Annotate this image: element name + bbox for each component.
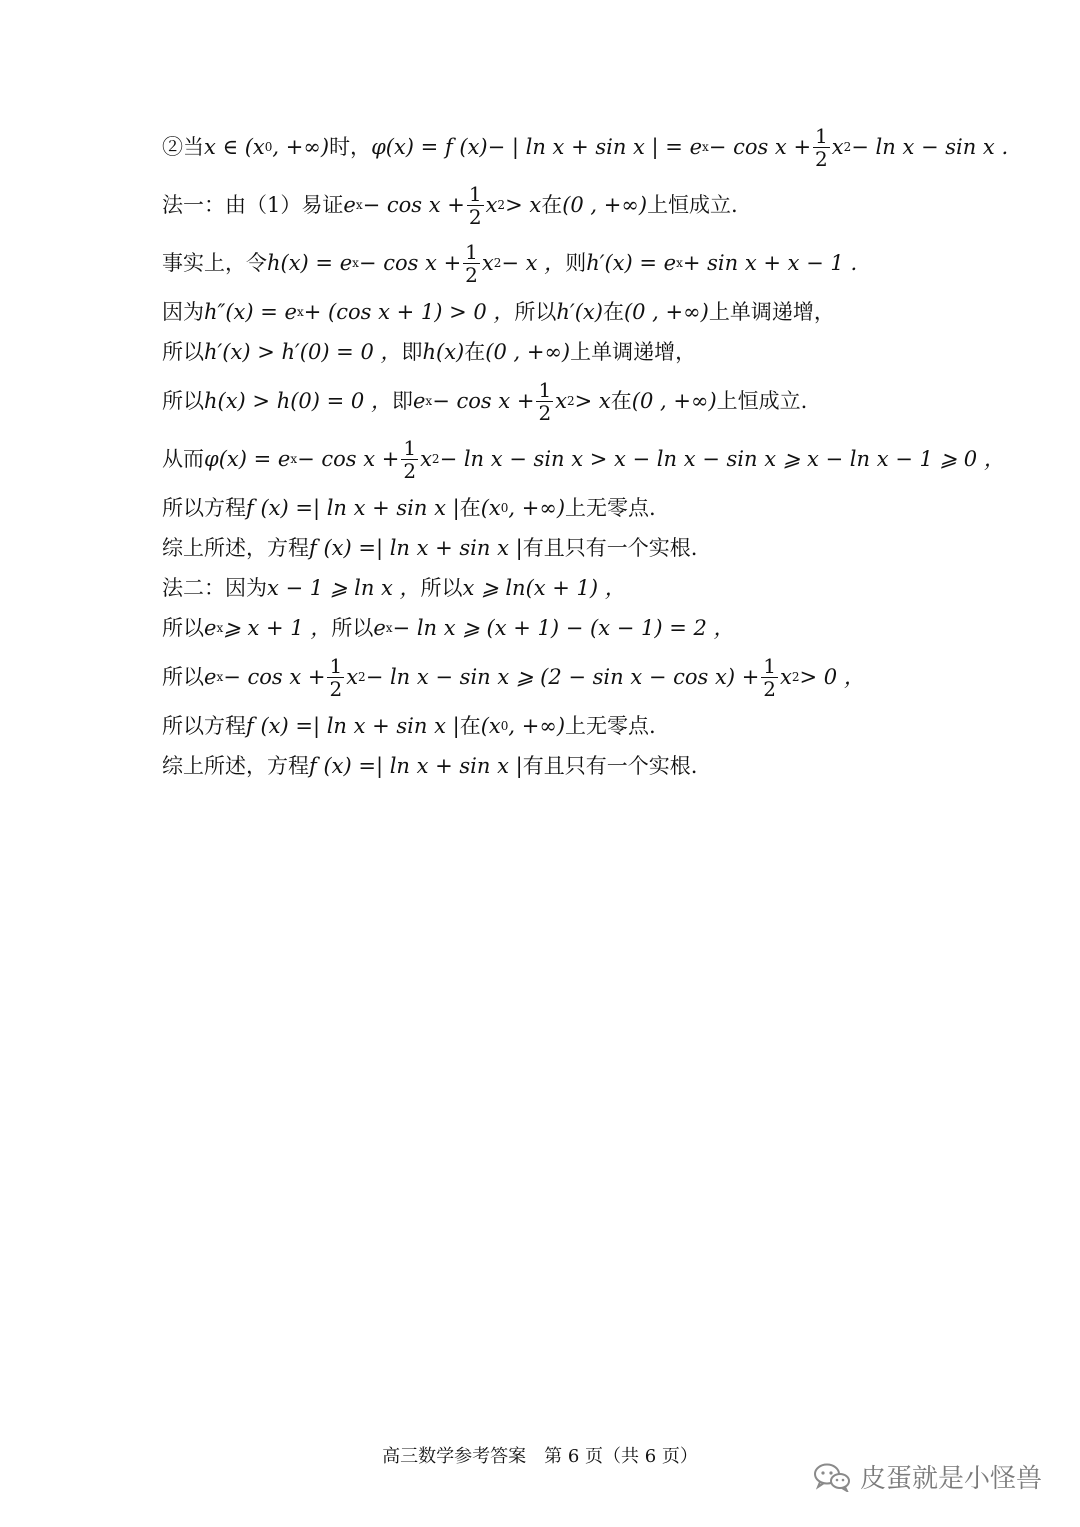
line-text: 所以方程 [162, 714, 246, 738]
fraction-numerator: 1 [763, 653, 777, 678]
line-text: 在 [541, 193, 563, 217]
math-text: (0 , +∞) [631, 389, 717, 413]
math-text: f (x) =| ln x + sin x | [246, 496, 460, 520]
fraction-denominator: 2 [468, 204, 482, 229]
line-text: 事实上，令 [162, 251, 267, 275]
line-text: 上无零点. [565, 496, 656, 520]
line-text: 上单调递增， [708, 300, 835, 324]
math-text: − cos x + [297, 447, 400, 471]
line-text: 法一：由（1）易证 [162, 193, 344, 217]
math-text: > x [574, 389, 611, 413]
wechat-icon [812, 1462, 852, 1492]
watermark-text: 皮蛋就是小怪兽 [860, 1464, 1043, 1494]
fraction-numerator: 1 [465, 239, 478, 264]
math-text: , +∞) [508, 496, 566, 520]
math-text: x − 1 ⩾ ln x ， [267, 576, 421, 600]
math-text: (0 , +∞) [562, 193, 648, 217]
line-text: 综上所述，方程 [162, 754, 309, 778]
math-text: ⩾ x + 1 ， [223, 616, 332, 640]
solution-line-h-positive: 所以 h(x) > h(0) = 0 ， 即 e x − cos x + $\frac{1}{2}$ x 2 > x 在 (0 , +∞) 上恒成立. [162, 377, 808, 425]
fraction-denominator: 2 [403, 458, 417, 483]
math-text: x [346, 665, 359, 689]
fraction-numerator: 1 [329, 653, 343, 678]
math-text: h′(x) > h′(0) = 0 ， [204, 340, 402, 364]
fraction [467, 183, 484, 228]
math-text: e [373, 616, 386, 640]
solution-line-case2: ②当 x ∈ (x 0 , +∞) 时， φ(x) = f (x)− | ln x + sin x | = e x − cos x + $\frac{1}{2}$ x 2 − ln x − sin x . [162, 123, 1009, 171]
solution-line-second-derivative: 因为 h″(x) = e x + (cos x + 1) > 0 ， 所以 h′(x) 在 (0 , +∞) 上单调递增， [162, 292, 962, 332]
fraction-denominator: 2 [329, 676, 343, 701]
line-text: 即 [401, 340, 423, 364]
fraction-numerator: 1 [815, 123, 828, 148]
line-text: 因为 [162, 300, 204, 324]
math-text: (x [480, 714, 501, 738]
math-text: x [481, 251, 494, 275]
math-text: , +∞) [272, 135, 330, 159]
math-text: − cos x + [362, 193, 465, 217]
watermark [812, 1458, 1042, 1495]
fraction [401, 437, 418, 482]
fraction-denominator: 2 [538, 400, 552, 425]
line-text: 所以 [162, 340, 204, 364]
line-text: 所以方程 [162, 496, 246, 520]
solution-line-define-h: 事实上，令 h(x) = e x − cos x + $\frac{1}{2}$ x 2 − x ， 则 h′(x) = e x + sin x + x − 1 . [162, 239, 858, 287]
line-text: 上恒成立. [716, 389, 808, 413]
line-text: ②当 [162, 135, 204, 159]
math-text: x ⩾ ln(x + 1) ， [462, 576, 626, 600]
math-text: f (x) =| ln x + sin x | [309, 536, 523, 560]
line-text: 法二：因为 [162, 576, 267, 600]
math-text: − cos x + [358, 251, 462, 275]
line-text: 则 [565, 251, 587, 275]
line-text: 所以 [331, 616, 374, 640]
math-text: f (x) =| ln x + sin x | [309, 754, 523, 778]
math-text: (0 , +∞) [485, 340, 571, 364]
fraction-numerator: 1 [538, 377, 552, 402]
math-text: − ln x − sin x . [851, 135, 1009, 159]
solution-body [162, 118, 1009, 786]
solution-line-phi-positive: 从而 φ(x) = e x − cos x + $\frac{1}{2}$ x 2 − ln x − sin x > x − ln x − sin x ⩾ x − ln x − 1 ⩾ 0 ， [162, 435, 1005, 483]
line-text: 即 [391, 389, 413, 413]
math-text: e [204, 616, 217, 640]
page-footer: 高三数学参考答案 第 6 页（共 6 页） [382, 1446, 698, 1467]
math-text: (0 , +∞) [623, 300, 709, 324]
math-text: x ∈ (x [204, 135, 265, 159]
line-text: 在 [602, 300, 624, 324]
math-text: x [555, 389, 568, 413]
solution-line-conclusion-1 [162, 528, 962, 568]
math-text: h′(x) [556, 300, 603, 324]
fraction-numerator: 1 [468, 181, 482, 206]
fraction-denominator: 2 [465, 262, 478, 287]
math-text: − ln x − sin x > x − ln x − sin x ⩾ x − ln x − 1 ⩾ 0 ， [439, 447, 1005, 471]
math-text: x [485, 193, 498, 217]
math-text: f (x) =| ln x + sin x | [246, 714, 460, 738]
line-text: 有且只有一个实根. [522, 754, 698, 778]
solution-line-exp-bound: 所以 e x ⩾ x + 1 ， 所以 e x − ln x ⩾ (x + 1) − (x − 1) = 2 ， [162, 608, 962, 648]
math-text: φ(x) = e [204, 447, 291, 471]
line-text: 所以 [162, 665, 204, 689]
line-text: 所以 [420, 576, 463, 600]
fraction-denominator: 2 [763, 676, 777, 701]
math-text: x [780, 665, 792, 689]
math-text: h(x) [422, 340, 465, 364]
math-text: φ(x) = f (x)− | ln x + sin x | = e [371, 135, 703, 159]
solution-line-method2 [162, 568, 962, 608]
line-text: 所以 [162, 616, 204, 640]
solution-line-no-zero-2: 所以方程 f (x) =| ln x + sin x | 在 (x 0 , +∞) 上无零点. [162, 706, 962, 746]
math-text: h(x) = e [267, 251, 353, 275]
math-text: − ln x − sin x ⩾ (2 − sin x − cos x) + [365, 665, 760, 689]
solution-line-phi-bound: 所以 e x − cos x + $\frac{1}{2}$ x 2 − ln x − sin x ⩾ (2 − sin x − cos x) + $\frac{1}{2}$ x 2 > 0 ， [162, 653, 865, 701]
fraction [536, 379, 553, 424]
math-text: − cos x + [223, 665, 326, 689]
fraction [463, 241, 480, 286]
line-text: 在 [464, 340, 486, 364]
math-text: − cos x + [708, 135, 812, 159]
solution-line-no-zero-1: 所以方程 f (x) =| ln x + sin x | 在 (x 0 , +∞) 上无零点. [162, 488, 962, 528]
line-text: 上无零点. [565, 714, 656, 738]
line-text: 有且只有一个实根. [522, 536, 698, 560]
line-text: 综上所述，方程 [162, 536, 309, 560]
line-text: 上恒成立. [647, 193, 738, 217]
line-text: 在 [459, 496, 481, 520]
line-text: 在 [459, 714, 481, 738]
math-text: e [412, 389, 426, 413]
math-text: x [831, 135, 844, 159]
math-text: h′(x) = e [586, 251, 677, 275]
line-text: 在 [610, 389, 632, 413]
math-text: h(x) > h(0) = 0 ， [204, 389, 392, 413]
fraction-numerator: 1 [403, 435, 417, 460]
line-text: 时， [329, 135, 372, 159]
solution-line-h-increasing [162, 332, 962, 372]
line-text: 从而 [162, 447, 204, 471]
math-text: x [420, 447, 432, 471]
fraction [327, 655, 344, 700]
line-text: 上单调递增， [570, 340, 697, 364]
line-text: 所以 [162, 389, 204, 413]
math-text: − ln x ⩾ (x + 1) − (x − 1) = 2 ， [392, 616, 735, 640]
fraction-denominator: 2 [815, 146, 828, 171]
solution-line-conclusion-2 [162, 746, 962, 786]
math-text: (x [480, 496, 501, 520]
math-text: , +∞) [508, 714, 566, 738]
math-text: + sin x + x − 1 . [682, 251, 858, 275]
math-text: + (cos x + 1) > 0 ， [303, 300, 515, 324]
math-text: e [204, 665, 217, 689]
math-text: > 0 ， [799, 665, 865, 689]
math-text: e [343, 193, 356, 217]
math-text: h″(x) = e [204, 300, 297, 324]
line-text: 所以 [514, 300, 557, 324]
fraction [813, 125, 830, 170]
math-text: − cos x + [432, 389, 535, 413]
fraction [761, 655, 778, 700]
math-text: > x [505, 193, 542, 217]
math-text: − x ， [501, 251, 566, 275]
solution-line-method1: 法一：由（1）易证 e x − cos x + $\frac{1}{2}$ x 2 > x 在 (0 , +∞) 上恒成立. [162, 181, 738, 229]
